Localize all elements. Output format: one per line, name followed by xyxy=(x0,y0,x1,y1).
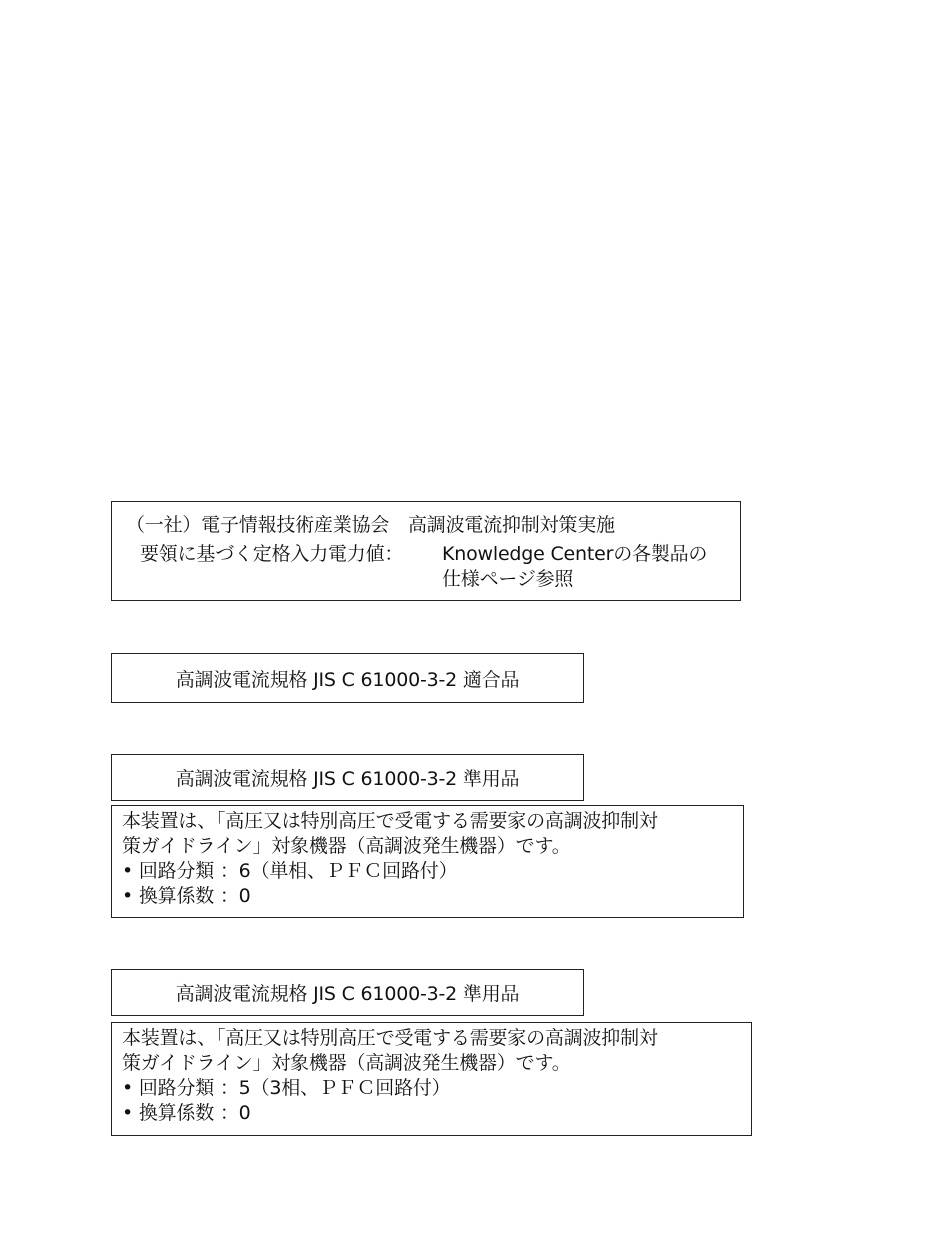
conversion-factor-2: • 換算係数 ：0 xyxy=(122,1102,251,1124)
standard-applied-desc-box-1 xyxy=(111,805,744,918)
rated-input-power-value-cont: 仕様ページ参照 xyxy=(442,568,574,590)
applied-desc-line1-1: 本装置は、「高圧又は特別高圧で受電する需要家の高調波抑制対 xyxy=(122,810,658,832)
applied-desc-line2-1: 策ガイドライン」対象機器（高調波発生機器）です。 xyxy=(122,835,571,857)
jeita-notice-line1: （一社）電子情報技術産業協会 高調波電流抑制対策実施 xyxy=(126,514,615,536)
jeita-notice-box xyxy=(111,501,741,601)
applied-desc-line2-2: 策ガイドライン」対象機器（高調波発生機器）です。 xyxy=(122,1052,571,1074)
applied-desc-line1-2: 本装置は、「高圧又は特別高圧で受電する需要家の高調波抑制対 xyxy=(122,1027,658,1049)
circuit-class-1: • 回路分類 ：6（単相、ＰＦＣ回路付） xyxy=(122,860,458,882)
standard-applied-title-box-1 xyxy=(111,754,584,801)
standard-applied-desc-box-2 xyxy=(111,1022,752,1136)
standard-compliant-title: 高調波電流規格 JIS C 61000-3-2 適合品 xyxy=(175,668,520,691)
rated-input-power-value: Knowledge Centerの各製品の xyxy=(442,543,708,565)
standard-applied-title-1: 高調波電流規格 JIS C 61000-3-2 準用品 xyxy=(175,768,520,790)
rated-input-power-label: 要領に基づく定格入力電力値： xyxy=(140,543,404,565)
conversion-factor-1: • 換算係数 ：0 xyxy=(122,885,251,907)
circuit-class-2: • 回路分類 ：5（3相、ＰＦＣ回路付） xyxy=(122,1077,451,1099)
standard-compliant-box xyxy=(111,653,584,703)
standard-applied-title-2: 高調波電流規格 JIS C 61000-3-2 準用品 xyxy=(175,983,520,1005)
standard-applied-title-box-2 xyxy=(111,969,584,1016)
